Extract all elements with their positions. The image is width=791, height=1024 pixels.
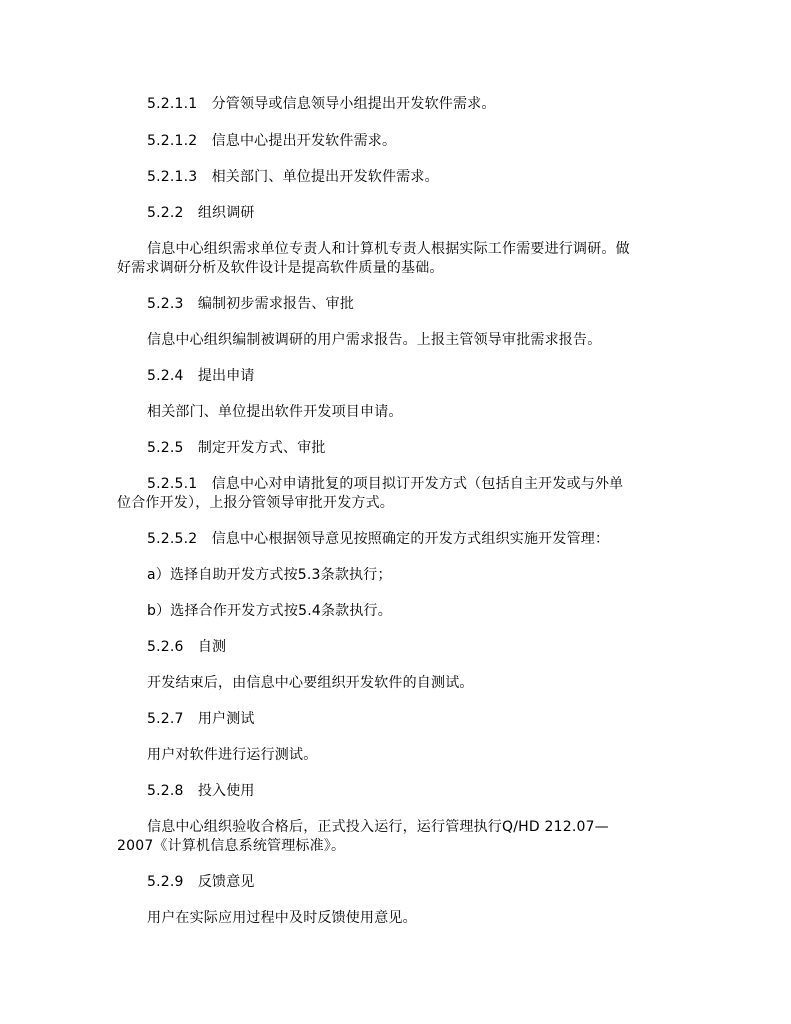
paragraph-deployment-line-1: 信息中心组织验收合格后，正式投入运行，运行管理执行Q/HD 212.07—	[147, 819, 609, 835]
heading-5-2-5: 5.2.5 制定开发方式、审批	[147, 440, 326, 456]
heading-5-2-3: 5.2.3 编制初步需求报告、审批	[147, 296, 355, 312]
clause-5-2-5-2: 5.2.5.2 信息中心根据领导意见按照确定的开发方式组织实施开发管理：	[147, 531, 610, 547]
list-item-a: a）选择自助开发方式按5.3条款执行；	[147, 567, 392, 583]
heading-5-2-8: 5.2.8 投入使用	[147, 783, 255, 799]
heading-5-2-7: 5.2.7 用户测试	[147, 711, 255, 727]
paragraph-report: 信息中心组织编制被调研的用户需求报告。上报主管领导审批需求报告。	[147, 332, 602, 348]
clause-5-2-1-3: 5.2.1.3 相关部门、单位提出开发软件需求。	[147, 169, 439, 185]
clause-5-2-5-1-line-1: 5.2.5.1 信息中心对申请批复的项目拟订开发方式（包括自主开发或与外单	[147, 476, 624, 492]
clause-5-2-1-2: 5.2.1.2 信息中心提出开发软件需求。	[147, 133, 397, 149]
paragraph-research-line-1: 信息中心组织需求单位专责人和计算机专责人根据实际工作需要进行调研。做	[147, 241, 630, 257]
paragraph-application: 相关部门、单位提出软件开发项目申请。	[147, 404, 403, 420]
heading-5-2-4: 5.2.4 提出申请	[147, 368, 255, 384]
heading-5-2-9: 5.2.9 反馈意见	[147, 874, 255, 890]
clause-5-2-1-1: 5.2.1.1 分管领导或信息领导小组提出开发软件需求。	[147, 96, 496, 112]
paragraph-self-test: 开发结束后，由信息中心要组织开发软件的自测试。	[147, 675, 474, 691]
paragraph-feedback: 用户在实际应用过程中及时反馈使用意见。	[147, 910, 417, 926]
paragraph-deployment-line-2: 2007《计算机信息系统管理标准》。	[117, 838, 346, 854]
list-item-b: b）选择合作开发方式按5.4条款执行。	[147, 603, 392, 619]
paragraph-user-test: 用户对软件进行运行测试。	[147, 747, 318, 763]
heading-5-2-6: 5.2.6 自测	[147, 639, 227, 655]
clause-5-2-5-1-line-2: 位合作开发），上报分管领导审批开发方式。	[117, 495, 394, 511]
heading-5-2-2: 5.2.2 组织调研	[147, 205, 255, 221]
paragraph-research-line-2: 好需求调研分析及软件设计是提高软件质量的基础。	[117, 260, 444, 276]
